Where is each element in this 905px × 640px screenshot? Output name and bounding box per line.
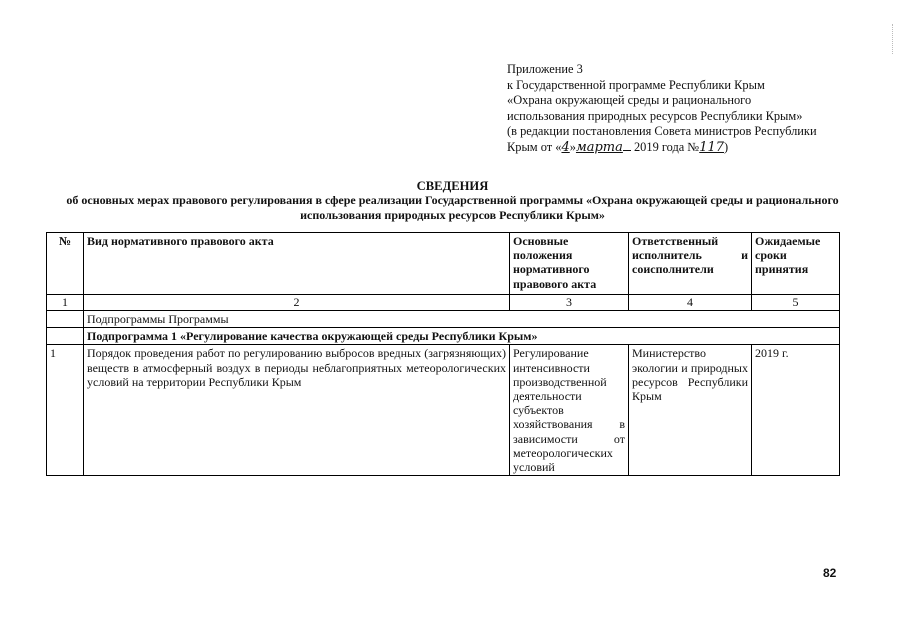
row-deadline: 2019 г. <box>752 345 840 476</box>
appendix-line-2: к Государственной программе Республики Крым <box>507 77 765 92</box>
header-provisions: Основные положения нормативного правового акта <box>510 233 629 295</box>
row-act-type: Порядок проведения работ по регулированию выбросов вредных (загрязняющих) веществ в атмосферный воздух в периоды неблагоприятных метеорологических условий на территории Республики Крым <box>84 345 510 476</box>
column-number: 4 <box>629 295 752 311</box>
row-num: 1 <box>47 345 84 476</box>
section-label: Подпрограммы Программы <box>84 311 840 328</box>
date-prefix: Крым от « <box>507 139 562 154</box>
section-row <box>47 311 840 328</box>
measures-table <box>46 232 840 476</box>
date-suffix: ) <box>724 139 729 154</box>
appendix-line-5: (в редакции постановления Совета министров Республики <box>507 124 817 139</box>
appendix-line-4: использования природных ресурсов Республики Крым» <box>507 108 803 123</box>
column-number: 2 <box>84 295 510 311</box>
document-subtitle: об основных мерах правового регулирования в сфере реализации Государственной программы «Охрана окружающей среды и рационального использования природных ресурсов Республики Крым» <box>66 193 839 222</box>
header-deadline: Ожидаемые сроки принятия <box>752 233 840 295</box>
row-provisions: Регулирование интенсивности производственной деятельности субъектов хозяйствования в зависимости от метеорологических условий <box>510 345 629 476</box>
page-number: 82 <box>823 566 837 580</box>
subprogram-row <box>47 328 840 345</box>
date-year: 2019 года № <box>630 139 700 154</box>
date-mid: » <box>569 139 576 154</box>
appendix-block <box>507 62 847 156</box>
header-num: № <box>47 233 84 295</box>
subprogram-label: Подпрограмма 1 «Регулирование качества окружающей среды Республики Крым» <box>84 328 840 345</box>
document-title: СВЕДЕНИЯ <box>416 179 489 193</box>
column-number: 1 <box>47 295 84 311</box>
scan-margin-mark <box>892 24 899 54</box>
row-executor: Министерство экологии и природных ресурсов Республики Крым <box>629 345 752 476</box>
column-number-row <box>47 295 840 311</box>
date-number: 117 <box>699 139 725 155</box>
header-executor: Ответственный исполнитель и соисполнители <box>629 233 752 295</box>
table-header-row <box>47 233 840 295</box>
table-row <box>47 345 840 476</box>
column-number: 3 <box>510 295 629 311</box>
date-month: марта <box>575 139 623 155</box>
column-number: 5 <box>752 295 840 311</box>
date-day: 4 <box>561 139 570 155</box>
header-act-type: Вид нормативного правового акта <box>84 233 510 295</box>
appendix-line-3: «Охрана окружающей среды и рационального <box>507 93 752 108</box>
appendix-date-line <box>507 140 847 156</box>
appendix-line-1: Приложение 3 <box>507 62 583 76</box>
